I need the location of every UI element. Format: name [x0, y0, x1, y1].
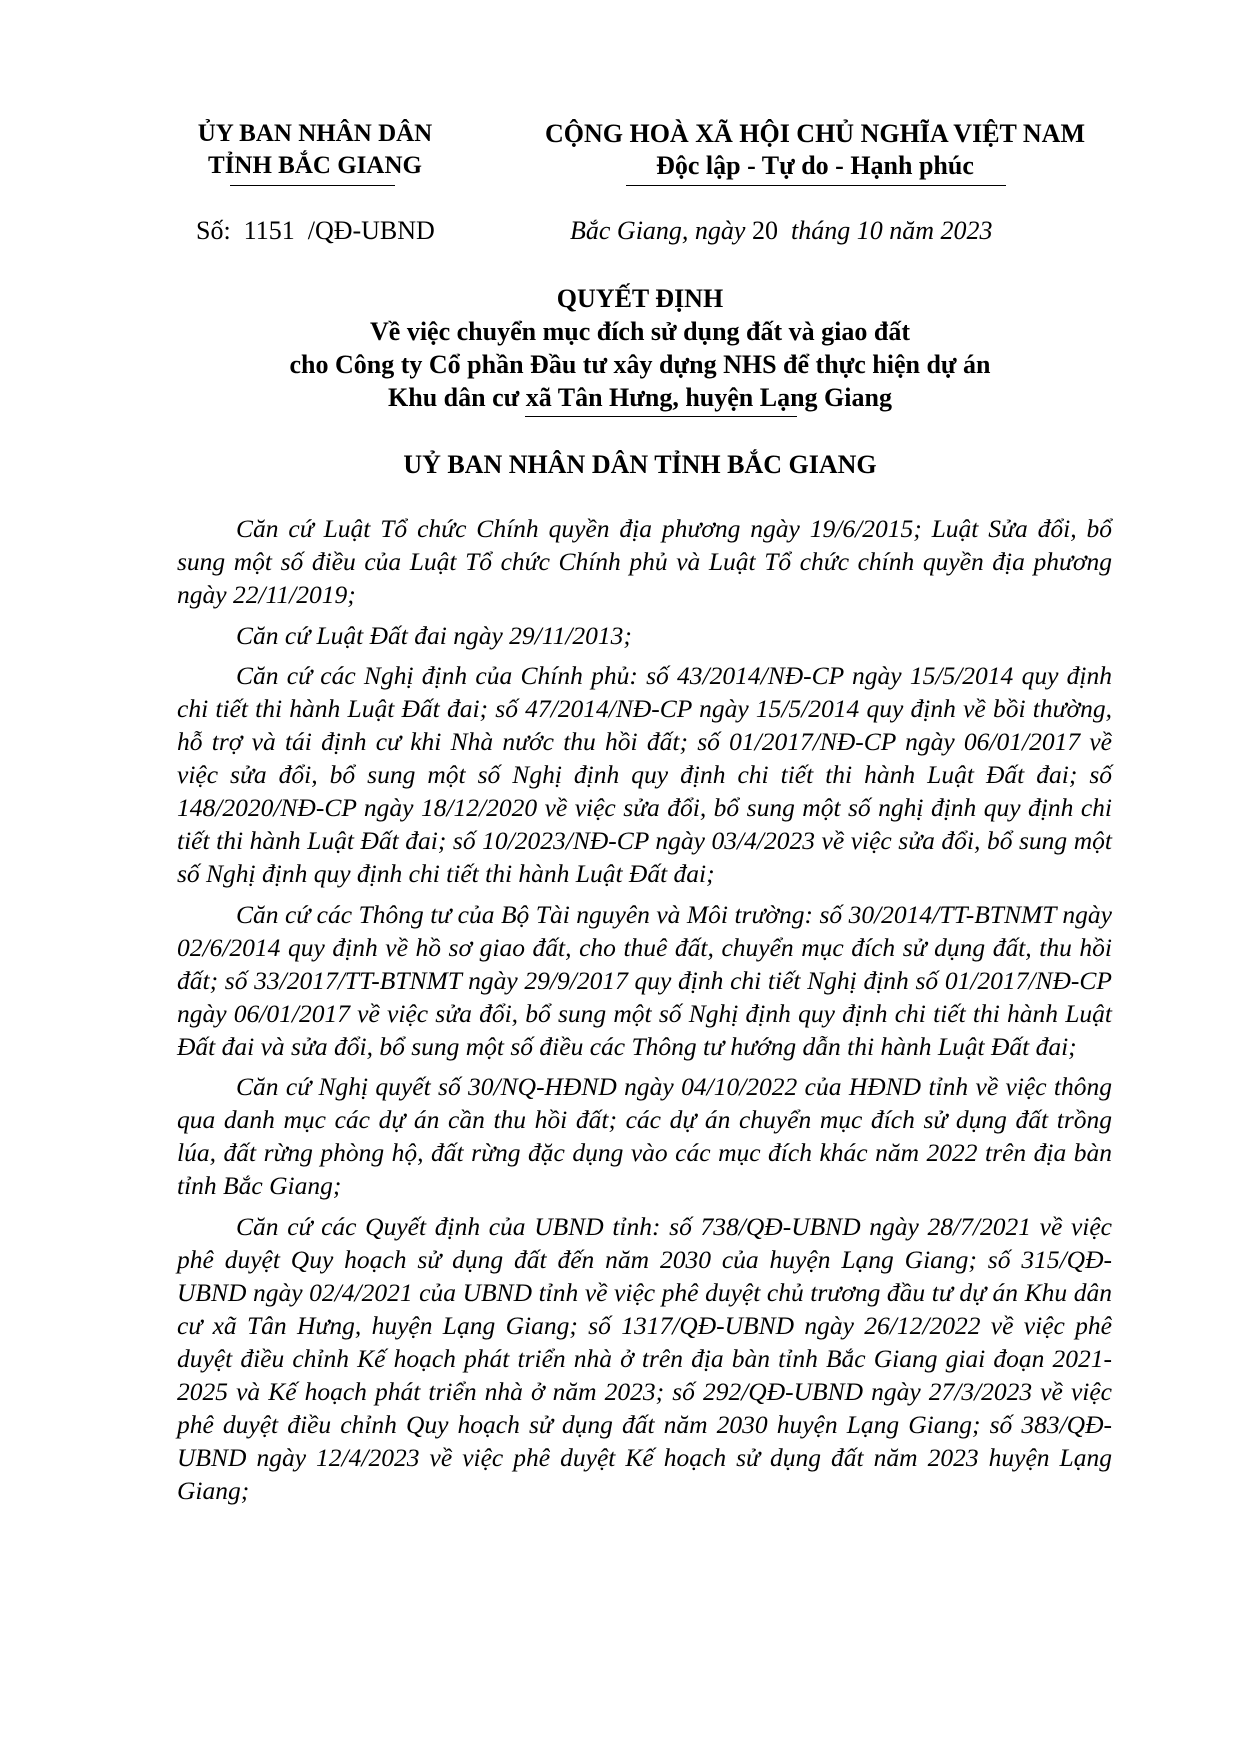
document-number: Số: 1151 /QĐ-UBND	[196, 216, 435, 245]
decision-title	[160, 282, 1120, 414]
motto-underline	[626, 185, 1006, 186]
title-underline	[525, 416, 797, 417]
title-line-3: cho Công ty Cổ phần Đầu tư xây dựng NHS để thực hiện dự án	[289, 350, 991, 379]
title-line-1: QUYẾT ĐỊNH	[556, 284, 724, 313]
legal-basis-paragraph: Căn cứ Nghị quyết số 30/NQ-HĐND ngày 04/10/2022 của HĐND tỉnh về việc thông qua danh mục các dự án cần thu hồi đất; các dự án chuyển mục đích sử dụng đất trồng lúa, đất rừng phòng hộ, đất rừng đặc dụng vào các mục đích khác năm 2022 trên địa bàn tỉnh Bắc Giang;	[177, 1072, 1112, 1200]
nation-line-1: CỘNG HOÀ XÃ HỘI CHỦ NGHĨA VIỆT NAM	[544, 119, 1086, 148]
issuing-agency	[160, 118, 470, 182]
legal-basis-paragraph: Căn cứ Luật Tổ chức Chính quyền địa phương ngày 19/6/2015; Luật Sửa đổi, bổ sung một số điều của Luật Tổ chức Chính phủ và Luật Tổ chức chính quyền địa phương ngày 22/11/2019;	[177, 514, 1112, 609]
agency-line-1: ỦY BAN NHÂN DÂN	[197, 120, 433, 147]
legal-basis-paragraph: Căn cứ các Nghị định của Chính phủ: số 43/2014/NĐ-CP ngày 15/5/2014 quy định chi tiết thi hành Luật Đất đai; số 47/2014/NĐ-CP ngày 15/5/2014 quy định về bồi thường, hỗ trợ và tái định cư khi Nhà nước thu hồi đất; số 01/2017/NĐ-CP ngày 06/01/2017 về việc sửa đổi, bổ sung một số Nghị định quy định chi tiết thi hành Luật Đất đai; số 148/2020/NĐ-CP ngày 18/12/2020 về việc sửa đổi, bổ sung một số nghị định quy định chi tiết thi hành Luật Đất đai; số 10/2023/NĐ-CP ngày 03/4/2023 về việc sửa đổi, bổ sung một số Nghị định quy định chi tiết thi hành Luật Đất đai;	[177, 661, 1112, 888]
legal-basis-paragraph: Căn cứ các Quyết định của UBND tỉnh: số 738/QĐ-UBND ngày 28/7/2021 về việc phê duyệt Quy hoạch sử dụng đất đến năm 2030 của huyện Lạng Giang; số 315/QĐ-UBND ngày 02/4/2021 của UBND tỉnh về việc phê duyệt chủ trương đầu tư dự án Khu dân cư xã Tân Hưng, huyện Lạng Giang; số 1317/QĐ-UBND ngày 26/12/2022 về việc phê duyệt điều chỉnh Kế hoạch phát triển nhà ở trên địa bàn tỉnh Bắc Giang giai đoạn 2021-2025 và Kế hoạch phát triển nhà ở năm 2023; số 292/QĐ-UBND ngày 27/3/2023 về việc phê duyệt điều chỉnh Quy hoạch sử dụng đất năm 2030 huyện Lạng Giang; số 383/QĐ-UBND ngày 12/4/2023 về việc phê duyệt Kế hoạch sử dụng đất năm 2023 huyện Lạng Giang;	[177, 1211, 1112, 1505]
date-prefix: Bắc Giang, ngày	[570, 216, 752, 245]
date-suffix: tháng 10 năm 2023	[777, 216, 993, 245]
legal-basis-paragraph: Căn cứ các Thông tư của Bộ Tài nguyên và Môi trường: số 30/2014/TT-BTNMT ngày 02/6/2014 quy định về hồ sơ giao đất, cho thuê đất, chuyển mục đích sử dụng đất, thu hồi đất; số 33/2017/TT-BTNMT ngày 29/9/2017 quy định chi tiết Nghị định số 01/2017/NĐ-CP ngày 06/01/2017 về việc sửa đổi, bổ sung một số Nghị định quy định chi tiết thi hành Luật Đất đai và sửa đổi, bổ sung một số điều các Thông tư hướng dẫn thi hành Luật Đất đai;	[177, 899, 1112, 1061]
agency-line-2: TỈNH BẮC GIANG	[208, 152, 422, 179]
title-line-4: Khu dân cư xã Tân Hưng, huyện Lạng Giang	[388, 383, 892, 412]
nation-line-2: Độc lập - Tự do - Hạnh phúc	[656, 151, 974, 180]
agency-underline	[230, 185, 395, 186]
document-date	[570, 215, 992, 247]
issuing-authority: UỶ BAN NHÂN DÂN TỈNH BẮC GIANG	[403, 450, 877, 479]
legal-basis-paragraph: Căn cứ Luật Đất đai ngày 29/11/2013;	[236, 620, 632, 650]
document-body	[177, 512, 1112, 1514]
date-day: 20	[751, 216, 778, 245]
title-line-2: Về việc chuyển mục đích sử dụng đất và giao đất	[370, 317, 910, 346]
national-motto	[505, 118, 1125, 182]
